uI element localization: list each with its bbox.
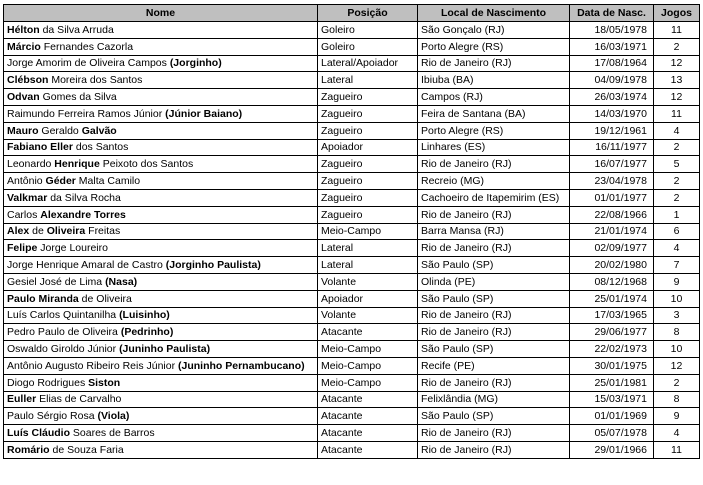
cell-games: 1 bbox=[654, 206, 700, 223]
cell-games: 12 bbox=[654, 89, 700, 106]
table-row bbox=[4, 223, 700, 240]
name-part: Geraldo bbox=[38, 124, 82, 137]
cell-birthdate: 16/03/1971 bbox=[570, 38, 654, 55]
cell-birthdate: 25/01/1974 bbox=[570, 290, 654, 307]
cell-name bbox=[4, 425, 318, 442]
name-part: Moreira dos Santos bbox=[48, 74, 143, 87]
cell-birthdate: 22/08/1966 bbox=[570, 206, 654, 223]
cell-name bbox=[4, 38, 318, 55]
cell-name bbox=[4, 122, 318, 139]
cell-name bbox=[4, 173, 318, 190]
cell-birthdate: 23/04/1978 bbox=[570, 173, 654, 190]
cell-position: Meio-Campo bbox=[318, 341, 418, 358]
cell-birthplace: Feira de Santana (BA) bbox=[418, 105, 570, 122]
table-row bbox=[4, 357, 700, 374]
name-part: Paulo Sérgio Rosa bbox=[7, 410, 98, 423]
cell-position: Zagueiro bbox=[318, 173, 418, 190]
cell-games: 11 bbox=[654, 105, 700, 122]
cell-birthdate: 29/06/1977 bbox=[570, 324, 654, 341]
cell-birthdate: 17/03/1965 bbox=[570, 307, 654, 324]
cell-games: 12 bbox=[654, 357, 700, 374]
name-part: Gomes da Silva bbox=[39, 91, 117, 104]
cell-position: Zagueiro bbox=[318, 156, 418, 173]
name-part: Peixoto dos Santos bbox=[99, 158, 194, 171]
cell-games: 4 bbox=[654, 240, 700, 257]
cell-games: 4 bbox=[654, 425, 700, 442]
cell-games: 7 bbox=[654, 257, 700, 274]
name-part: dos Santos bbox=[72, 141, 129, 154]
cell-birthplace: Felixlândia (MG) bbox=[418, 391, 570, 408]
cell-name bbox=[4, 105, 318, 122]
name-part: Freitas bbox=[85, 225, 121, 238]
table-row bbox=[4, 122, 700, 139]
cell-birthdate: 20/02/1980 bbox=[570, 257, 654, 274]
cell-birthdate: 04/09/1978 bbox=[570, 72, 654, 89]
cell-games: 13 bbox=[654, 72, 700, 89]
cell-name bbox=[4, 290, 318, 307]
name-part-bold: Oliveira bbox=[46, 225, 86, 238]
name-part-bold: Alex bbox=[7, 225, 30, 238]
cell-position: Atacante bbox=[318, 324, 418, 341]
cell-name bbox=[4, 89, 318, 106]
table-row bbox=[4, 290, 700, 307]
name-part-bold: Mauro bbox=[7, 124, 39, 137]
cell-games: 10 bbox=[654, 290, 700, 307]
cell-birthplace: Linhares (ES) bbox=[418, 139, 570, 156]
cell-birthplace: São Paulo (SP) bbox=[418, 290, 570, 307]
name-part: Elias de Carvalho bbox=[36, 393, 122, 406]
cell-position: Volante bbox=[318, 273, 418, 290]
table-row bbox=[4, 72, 700, 89]
name-part-bold: Valkmar bbox=[7, 191, 48, 204]
cell-birthdate: 01/01/1969 bbox=[570, 408, 654, 425]
cell-birthdate: 01/01/1977 bbox=[570, 189, 654, 206]
cell-birthplace: Rio de Janeiro (RJ) bbox=[418, 441, 570, 458]
cell-birthdate: 14/03/1970 bbox=[570, 105, 654, 122]
table-row bbox=[4, 425, 700, 442]
cell-birthdate: 16/07/1977 bbox=[570, 156, 654, 173]
cell-games: 6 bbox=[654, 223, 700, 240]
cell-position: Meio-Campo bbox=[318, 223, 418, 240]
cell-birthplace: Rio de Janeiro (RJ) bbox=[418, 240, 570, 257]
cell-games: 12 bbox=[654, 55, 700, 72]
cell-games: 2 bbox=[654, 38, 700, 55]
cell-games: 2 bbox=[654, 173, 700, 190]
cell-birthplace: Rio de Janeiro (RJ) bbox=[418, 156, 570, 173]
name-part: Gesiel José de Lima bbox=[7, 275, 106, 288]
name-part: Jorge Amorim de Oliveira Campos bbox=[7, 57, 170, 70]
table-row bbox=[4, 408, 700, 425]
cell-games: 8 bbox=[654, 391, 700, 408]
table-row bbox=[4, 139, 700, 156]
cell-name bbox=[4, 374, 318, 391]
name-part-bold: (Juninho Paulista) bbox=[119, 343, 211, 356]
cell-games: 2 bbox=[654, 189, 700, 206]
cell-games: 11 bbox=[654, 22, 700, 39]
cell-name bbox=[4, 307, 318, 324]
name-part-bold: (Jorginho Paulista) bbox=[165, 259, 261, 272]
header-position: Posição bbox=[318, 5, 418, 22]
name-part-bold: Henrique bbox=[54, 158, 100, 171]
name-part: Antônio bbox=[7, 175, 46, 188]
cell-games: 9 bbox=[654, 273, 700, 290]
table-row bbox=[4, 38, 700, 55]
cell-birthdate: 05/07/1978 bbox=[570, 425, 654, 442]
cell-position: Goleiro bbox=[318, 22, 418, 39]
name-part-bold: Luís Cláudio bbox=[7, 427, 70, 440]
name-part: Jorge Henrique Amaral de Castro bbox=[7, 259, 166, 272]
cell-birthplace: Rio de Janeiro (RJ) bbox=[418, 206, 570, 223]
name-part: Leonardo bbox=[7, 158, 55, 171]
name-part-bold: Márcio bbox=[7, 40, 41, 53]
name-part-bold: Euller bbox=[7, 393, 37, 406]
name-part: da Silva Rocha bbox=[47, 191, 121, 204]
cell-position: Zagueiro bbox=[318, 105, 418, 122]
cell-birthplace: Porto Alegre (RS) bbox=[418, 38, 570, 55]
cell-birthdate: 25/01/1981 bbox=[570, 374, 654, 391]
header-birthdate: Data de Nasc. bbox=[570, 5, 654, 22]
name-part-bold: Clébson bbox=[7, 74, 49, 87]
cell-position: Lateral bbox=[318, 257, 418, 274]
cell-position: Atacante bbox=[318, 441, 418, 458]
cell-games: 10 bbox=[654, 341, 700, 358]
table-row bbox=[4, 324, 700, 341]
cell-birthplace: Campos (RJ) bbox=[418, 89, 570, 106]
cell-games: 9 bbox=[654, 408, 700, 425]
cell-position: Apoiador bbox=[318, 139, 418, 156]
cell-name bbox=[4, 156, 318, 173]
name-part: Jorge Loureiro bbox=[37, 242, 108, 255]
cell-birthplace: Rio de Janeiro (RJ) bbox=[418, 374, 570, 391]
cell-name bbox=[4, 273, 318, 290]
name-part-bold: (Nasa) bbox=[105, 275, 138, 288]
cell-name bbox=[4, 240, 318, 257]
cell-position: Lateral/Apoiador bbox=[318, 55, 418, 72]
cell-games: 11 bbox=[654, 441, 700, 458]
name-part: Malta Camilo bbox=[75, 175, 141, 188]
table-row bbox=[4, 441, 700, 458]
name-part-bold: (Pedrinho) bbox=[120, 326, 174, 339]
table-row bbox=[4, 307, 700, 324]
cell-birthplace: São Paulo (SP) bbox=[418, 341, 570, 358]
cell-position: Lateral bbox=[318, 240, 418, 257]
cell-position: Atacante bbox=[318, 425, 418, 442]
header-row bbox=[4, 5, 700, 22]
cell-birthplace: Rio de Janeiro (RJ) bbox=[418, 307, 570, 324]
name-part-bold: (Júnior Baiano) bbox=[165, 107, 243, 120]
table-row bbox=[4, 22, 700, 39]
cell-position: Zagueiro bbox=[318, 189, 418, 206]
cell-games: 8 bbox=[654, 324, 700, 341]
table-row bbox=[4, 55, 700, 72]
cell-birthplace: Barra Mansa (RJ) bbox=[418, 223, 570, 240]
cell-birthplace: Ibiuba (BA) bbox=[418, 72, 570, 89]
cell-birthplace: São Gonçalo (RJ) bbox=[418, 22, 570, 39]
cell-birthplace: Recreio (MG) bbox=[418, 173, 570, 190]
name-part: Carlos bbox=[7, 208, 41, 221]
table-row bbox=[4, 273, 700, 290]
name-part: Soares de Barros bbox=[70, 427, 155, 440]
cell-name bbox=[4, 139, 318, 156]
name-part: de bbox=[29, 225, 47, 238]
name-part: Luís Carlos Quintanilha bbox=[7, 309, 120, 322]
cell-name bbox=[4, 324, 318, 341]
cell-birthdate: 16/11/1977 bbox=[570, 139, 654, 156]
cell-birthdate: 17/08/1964 bbox=[570, 55, 654, 72]
cell-birthdate: 30/01/1975 bbox=[570, 357, 654, 374]
cell-position: Apoiador bbox=[318, 290, 418, 307]
name-part: da Silva Arruda bbox=[39, 23, 114, 36]
name-part-bold: Géder bbox=[45, 175, 76, 188]
cell-position: Zagueiro bbox=[318, 89, 418, 106]
cell-birthdate: 18/05/1978 bbox=[570, 22, 654, 39]
table-row bbox=[4, 206, 700, 223]
name-part: Diogo Rodrigues bbox=[7, 376, 89, 389]
table-body bbox=[4, 22, 700, 459]
cell-name bbox=[4, 72, 318, 89]
table-row bbox=[4, 105, 700, 122]
name-part-bold: Hélton bbox=[7, 23, 40, 36]
cell-birthplace: Porto Alegre (RS) bbox=[418, 122, 570, 139]
cell-name bbox=[4, 408, 318, 425]
cell-birthplace: São Paulo (SP) bbox=[418, 408, 570, 425]
name-part: Antônio Augusto Ribeiro Reis Júnior bbox=[7, 359, 179, 372]
cell-birthdate: 21/01/1974 bbox=[570, 223, 654, 240]
table-row bbox=[4, 173, 700, 190]
cell-position: Meio-Campo bbox=[318, 374, 418, 391]
name-part-bold: (Juninho Pernambucano) bbox=[178, 359, 305, 372]
cell-games: 3 bbox=[654, 307, 700, 324]
table-row bbox=[4, 240, 700, 257]
header-birthplace: Local de Nascimento bbox=[418, 5, 570, 22]
cell-games: 2 bbox=[654, 374, 700, 391]
cell-name bbox=[4, 341, 318, 358]
name-part-bold: (Jorginho) bbox=[169, 57, 222, 70]
cell-birthplace: Rio de Janeiro (RJ) bbox=[418, 425, 570, 442]
cell-birthdate: 19/12/1961 bbox=[570, 122, 654, 139]
name-part: Fernandes Cazorla bbox=[40, 40, 134, 53]
cell-name bbox=[4, 206, 318, 223]
cell-games: 5 bbox=[654, 156, 700, 173]
name-part: Pedro Paulo de Oliveira bbox=[7, 326, 121, 339]
cell-position: Zagueiro bbox=[318, 122, 418, 139]
cell-position: Atacante bbox=[318, 391, 418, 408]
cell-birthplace: São Paulo (SP) bbox=[418, 257, 570, 274]
name-part: de Souza Faria bbox=[49, 443, 124, 456]
table-row bbox=[4, 257, 700, 274]
cell-name bbox=[4, 55, 318, 72]
cell-name bbox=[4, 22, 318, 39]
name-part-bold: Paulo Miranda bbox=[7, 292, 79, 305]
cell-birthdate: 08/12/1968 bbox=[570, 273, 654, 290]
cell-position: Zagueiro bbox=[318, 206, 418, 223]
name-part-bold: Odvan bbox=[7, 91, 40, 104]
name-part-bold: (Luisinho) bbox=[119, 309, 170, 322]
header-games: Jogos bbox=[654, 5, 700, 22]
name-part-bold: Fabiano Eller bbox=[7, 141, 73, 154]
cell-position: Goleiro bbox=[318, 38, 418, 55]
player-table bbox=[3, 4, 700, 459]
name-part-bold: Alexandre Torres bbox=[40, 208, 126, 221]
name-part-bold: Romário bbox=[7, 443, 50, 456]
cell-name bbox=[4, 441, 318, 458]
table-row bbox=[4, 189, 700, 206]
name-part: Oswaldo Giroldo Júnior bbox=[7, 343, 120, 356]
cell-birthdate: 26/03/1974 bbox=[570, 89, 654, 106]
table-row bbox=[4, 391, 700, 408]
player-table-container bbox=[3, 4, 700, 459]
cell-name bbox=[4, 391, 318, 408]
name-part-bold: (Viola) bbox=[97, 410, 130, 423]
table-row bbox=[4, 156, 700, 173]
cell-games: 2 bbox=[654, 139, 700, 156]
header-name: Nome bbox=[4, 5, 318, 22]
table-row bbox=[4, 341, 700, 358]
name-part: de Oliveira bbox=[78, 292, 132, 305]
name-part-bold: Felipe bbox=[7, 242, 38, 255]
cell-birthdate: 22/02/1973 bbox=[570, 341, 654, 358]
cell-birthplace: Cachoeiro de Itapemirim (ES) bbox=[418, 189, 570, 206]
table-row bbox=[4, 89, 700, 106]
cell-name bbox=[4, 223, 318, 240]
cell-birthplace: Recife (PE) bbox=[418, 357, 570, 374]
name-part-bold: Galvão bbox=[81, 124, 117, 137]
cell-birthdate: 29/01/1966 bbox=[570, 441, 654, 458]
cell-birthplace: Rio de Janeiro (RJ) bbox=[418, 55, 570, 72]
cell-position: Lateral bbox=[318, 72, 418, 89]
table-row bbox=[4, 374, 700, 391]
cell-position: Meio-Campo bbox=[318, 357, 418, 374]
cell-name bbox=[4, 357, 318, 374]
cell-birthplace: Olinda (PE) bbox=[418, 273, 570, 290]
cell-birthdate: 02/09/1977 bbox=[570, 240, 654, 257]
name-part-bold: Siston bbox=[88, 376, 121, 389]
cell-position: Atacante bbox=[318, 408, 418, 425]
cell-position: Volante bbox=[318, 307, 418, 324]
name-part: Raimundo Ferreira Ramos Júnior bbox=[7, 107, 166, 120]
cell-birthdate: 15/03/1971 bbox=[570, 391, 654, 408]
cell-games: 4 bbox=[654, 122, 700, 139]
cell-name bbox=[4, 189, 318, 206]
cell-birthplace: Rio de Janeiro (RJ) bbox=[418, 324, 570, 341]
cell-name bbox=[4, 257, 318, 274]
